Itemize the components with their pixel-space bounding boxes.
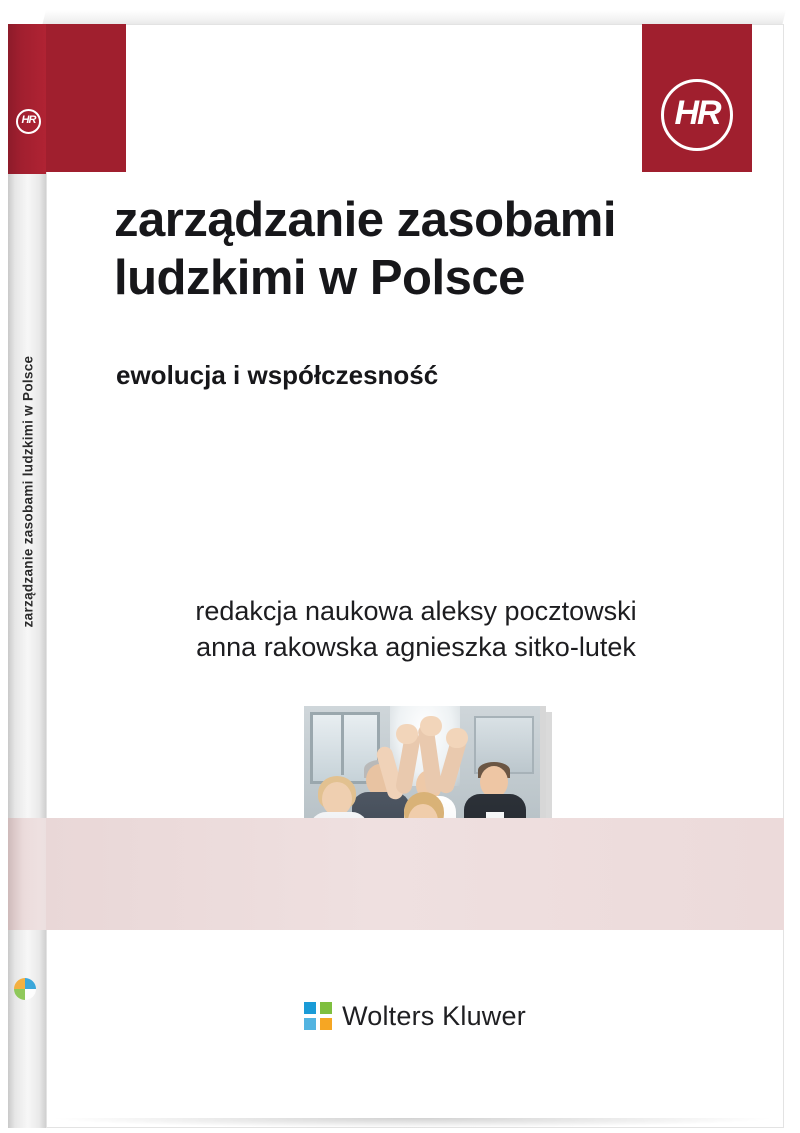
spine-pink-band	[8, 818, 46, 930]
book	[8, 10, 784, 1130]
cover-red-block-left	[46, 24, 126, 172]
color-wheel-icon	[14, 978, 36, 1000]
cover-imprint-text: HR	[661, 79, 733, 151]
editors-line-2: anna rakowska agnieszka sitko-lutek	[196, 631, 636, 662]
wolters-kluwer-logo-icon	[304, 1002, 332, 1030]
book-shadow	[48, 1118, 778, 1128]
page-title	[114, 192, 754, 308]
title-line-1: zarządzanie zasobami	[114, 193, 616, 247]
photo-hand	[396, 724, 418, 744]
publisher-credit	[46, 1001, 784, 1032]
spine-imprint-text: HR	[16, 109, 41, 134]
editors-line-1: redakcja naukowa aleksy pocztowski	[195, 596, 637, 626]
book-front-cover	[46, 24, 784, 1128]
hr-monogram-icon	[648, 79, 746, 151]
editors-credit	[96, 594, 736, 666]
book-spine	[8, 24, 47, 1128]
publisher-name: Wolters Kluwer	[342, 1001, 526, 1031]
title-line-2: ludzkimi w Polsce	[114, 250, 525, 305]
spine-title: zarządzanie zasobami ludzkimi w Polsce	[20, 355, 36, 628]
page-subtitle: ewolucja i współczesność	[116, 360, 439, 390]
photo-hand	[446, 728, 468, 748]
photo-hand	[420, 716, 442, 736]
cover-pink-band	[46, 818, 784, 930]
